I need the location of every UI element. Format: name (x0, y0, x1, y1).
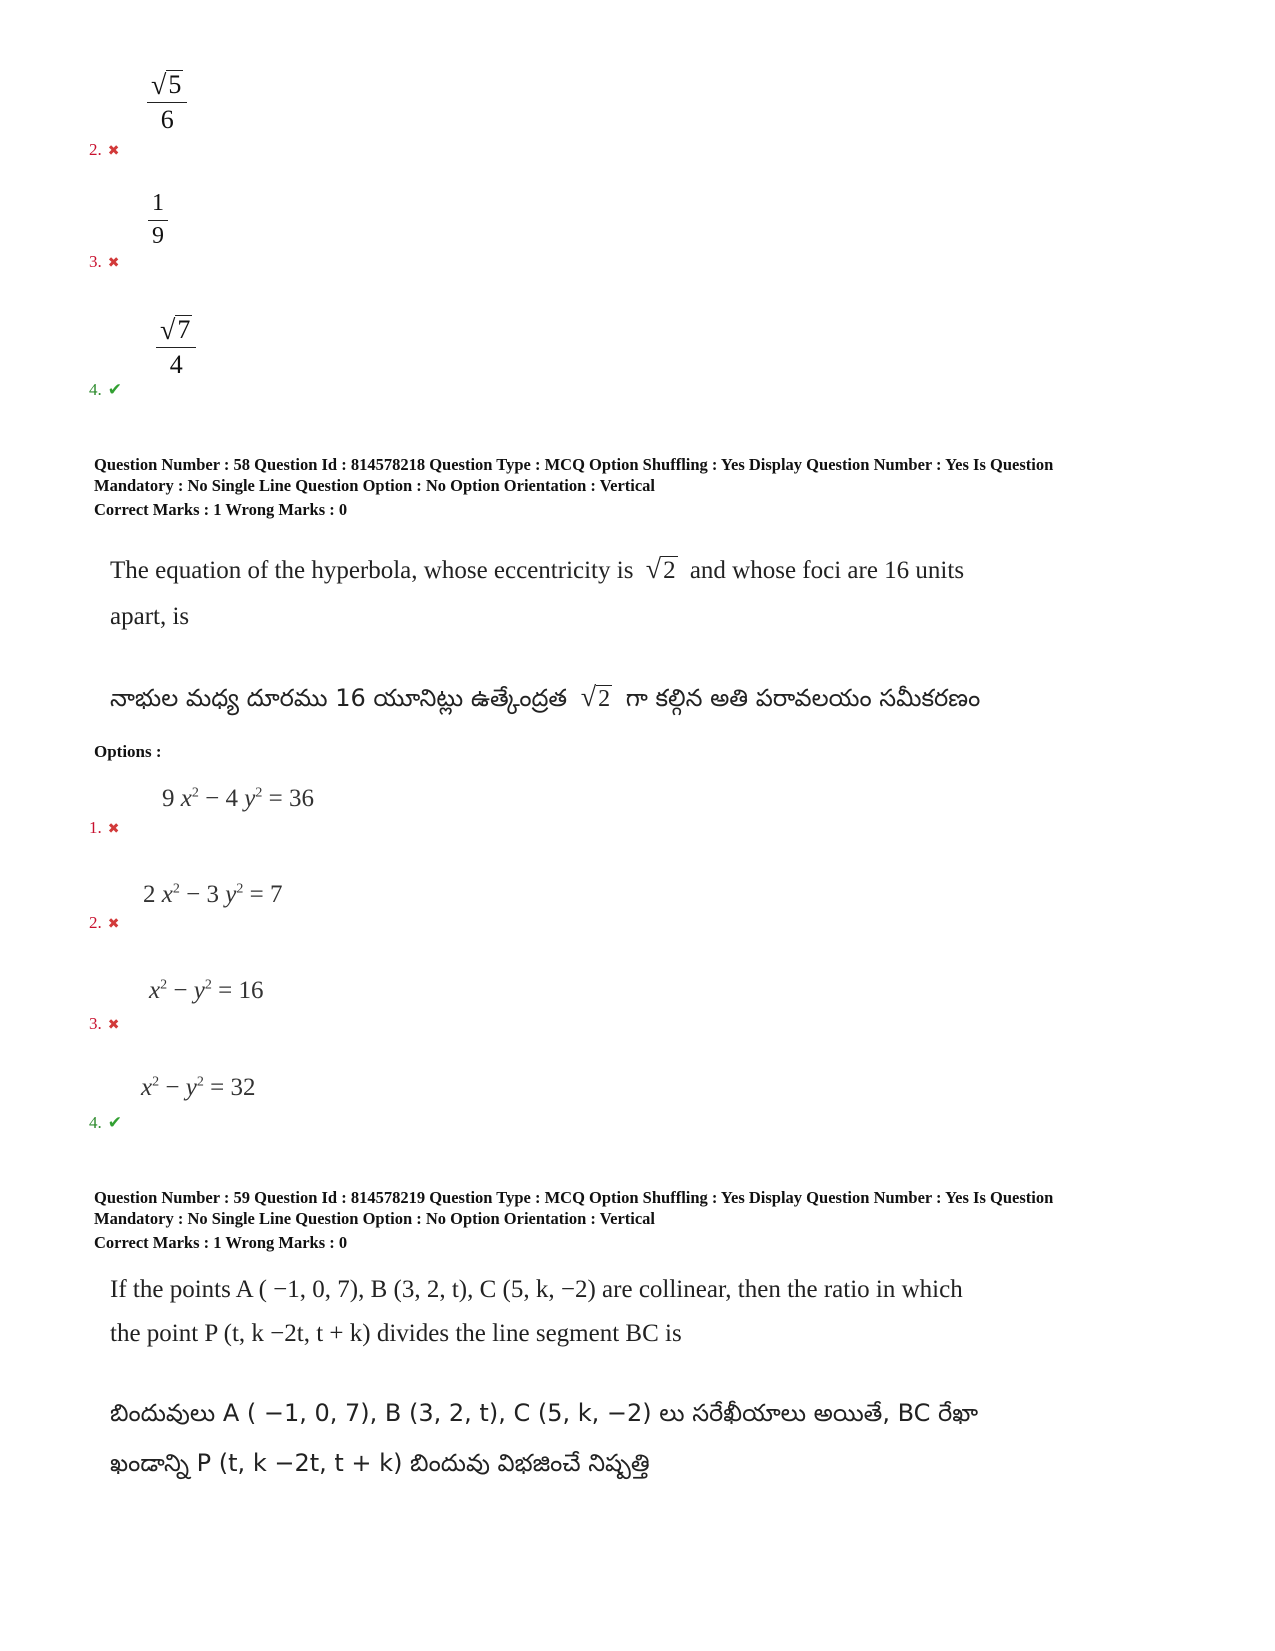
sqrt-expression: √ 7 (160, 314, 191, 346)
option-equation: 9 $x^2 - 4$ $y^2 = 36$ (162, 785, 314, 812)
fraction-numerator: 1 (148, 190, 168, 221)
radical-sign: √ (160, 314, 176, 346)
radical-sign: √ (580, 682, 597, 713)
fraction-denominator: 4 (169, 350, 183, 380)
question-58-text-en: The equation of the hyperbola, whose eccentricity is √ 2 and whose foci are 16 units apart, is (110, 554, 965, 630)
radical-sign: √ (151, 69, 167, 101)
fraction-denominator: 6 (160, 105, 174, 135)
option-number: 3. ✖ (89, 252, 119, 274)
radical-sign: √ (645, 554, 662, 585)
check-icon: ✔ (107, 380, 122, 399)
option-number: 4. ✔ (89, 380, 122, 399)
option-number: 2. ✖ (89, 913, 119, 935)
cross-icon: ✖ (107, 917, 120, 932)
option-equation: 2 $x^2 - 3$ $y^2 = 7$ (143, 881, 283, 908)
cross-icon: ✖ (107, 144, 120, 159)
option-number: 4. ✔ (89, 1113, 122, 1132)
question-58-text-te: నాభుల మధ్య దూరము 16 యూనిట్లు ఉత్కేంద్రత √ 2 గా కల్గిన అతి పరావలయం సమీకరణం (110, 682, 981, 713)
fraction-numerator (147, 68, 187, 103)
option-equation: $x^2 - y^2 = 16$ (149, 977, 264, 1004)
sqrt-expression: √ 5 (151, 69, 182, 101)
question-59-meta: Question Number : 59 Question Id : 814578219 Question Type : MCQ Option Shuffling : Yes Display Question Number : Yes Is Question Mandatory : No Single Line Question Option : No Option Orientation : Vertical Correct Marks : 1 Wrong Marks : 0 (94, 1188, 1054, 1252)
sqrt-expression: √ 2 (645, 554, 676, 585)
option-number: 3. ✖ (89, 1014, 119, 1036)
option-number: 2. ✖ (89, 140, 119, 162)
check-icon: ✔ (107, 1113, 122, 1132)
cross-icon: ✖ (107, 1018, 120, 1033)
fraction-numerator (156, 313, 196, 348)
question-59-text-en: If the points A ( −1, 0, 7), B (3, 2, t), C (5, k, −2) are collinear, then the ratio in which the point P (t, k −2t, t + k) divides the line segment BC is (110, 1276, 963, 1347)
option-equation: $x^2 - y^2 = 32$ (141, 1074, 256, 1101)
question-58-meta: Question Number : 58 Question Id : 814578218 Question Type : MCQ Option Shuffling : Yes Display Question Number : Yes Is Question Mandatory : No Single Line Question Option : No Option Orientation : Vertical Correct Marks : 1 Wrong Marks : 0 (94, 455, 1054, 519)
fraction (148, 190, 168, 250)
prev-option-2 (147, 68, 187, 135)
fraction (147, 68, 187, 135)
question-59-text-te: బిందువులు A ( −1, 0, 7), B (3, 2, t), C (5, k, −2) లు సరేఖీయాలు అయితే, BC రేఖా ఖండాన్ని P (t, k −2t, t + k) బిందువు విభజించే నిష్పత్తి (110, 1399, 979, 1477)
cross-icon: ✖ (107, 256, 120, 271)
options-label: Options : (94, 742, 162, 761)
sqrt-expression: √ 2 (580, 682, 611, 713)
cross-icon: ✖ (107, 822, 120, 837)
option-number: 1. ✖ (89, 818, 119, 840)
prev-option-3 (148, 190, 168, 250)
fraction-denominator: 9 (152, 222, 164, 249)
fraction (156, 313, 196, 380)
prev-option-4 (156, 313, 196, 380)
